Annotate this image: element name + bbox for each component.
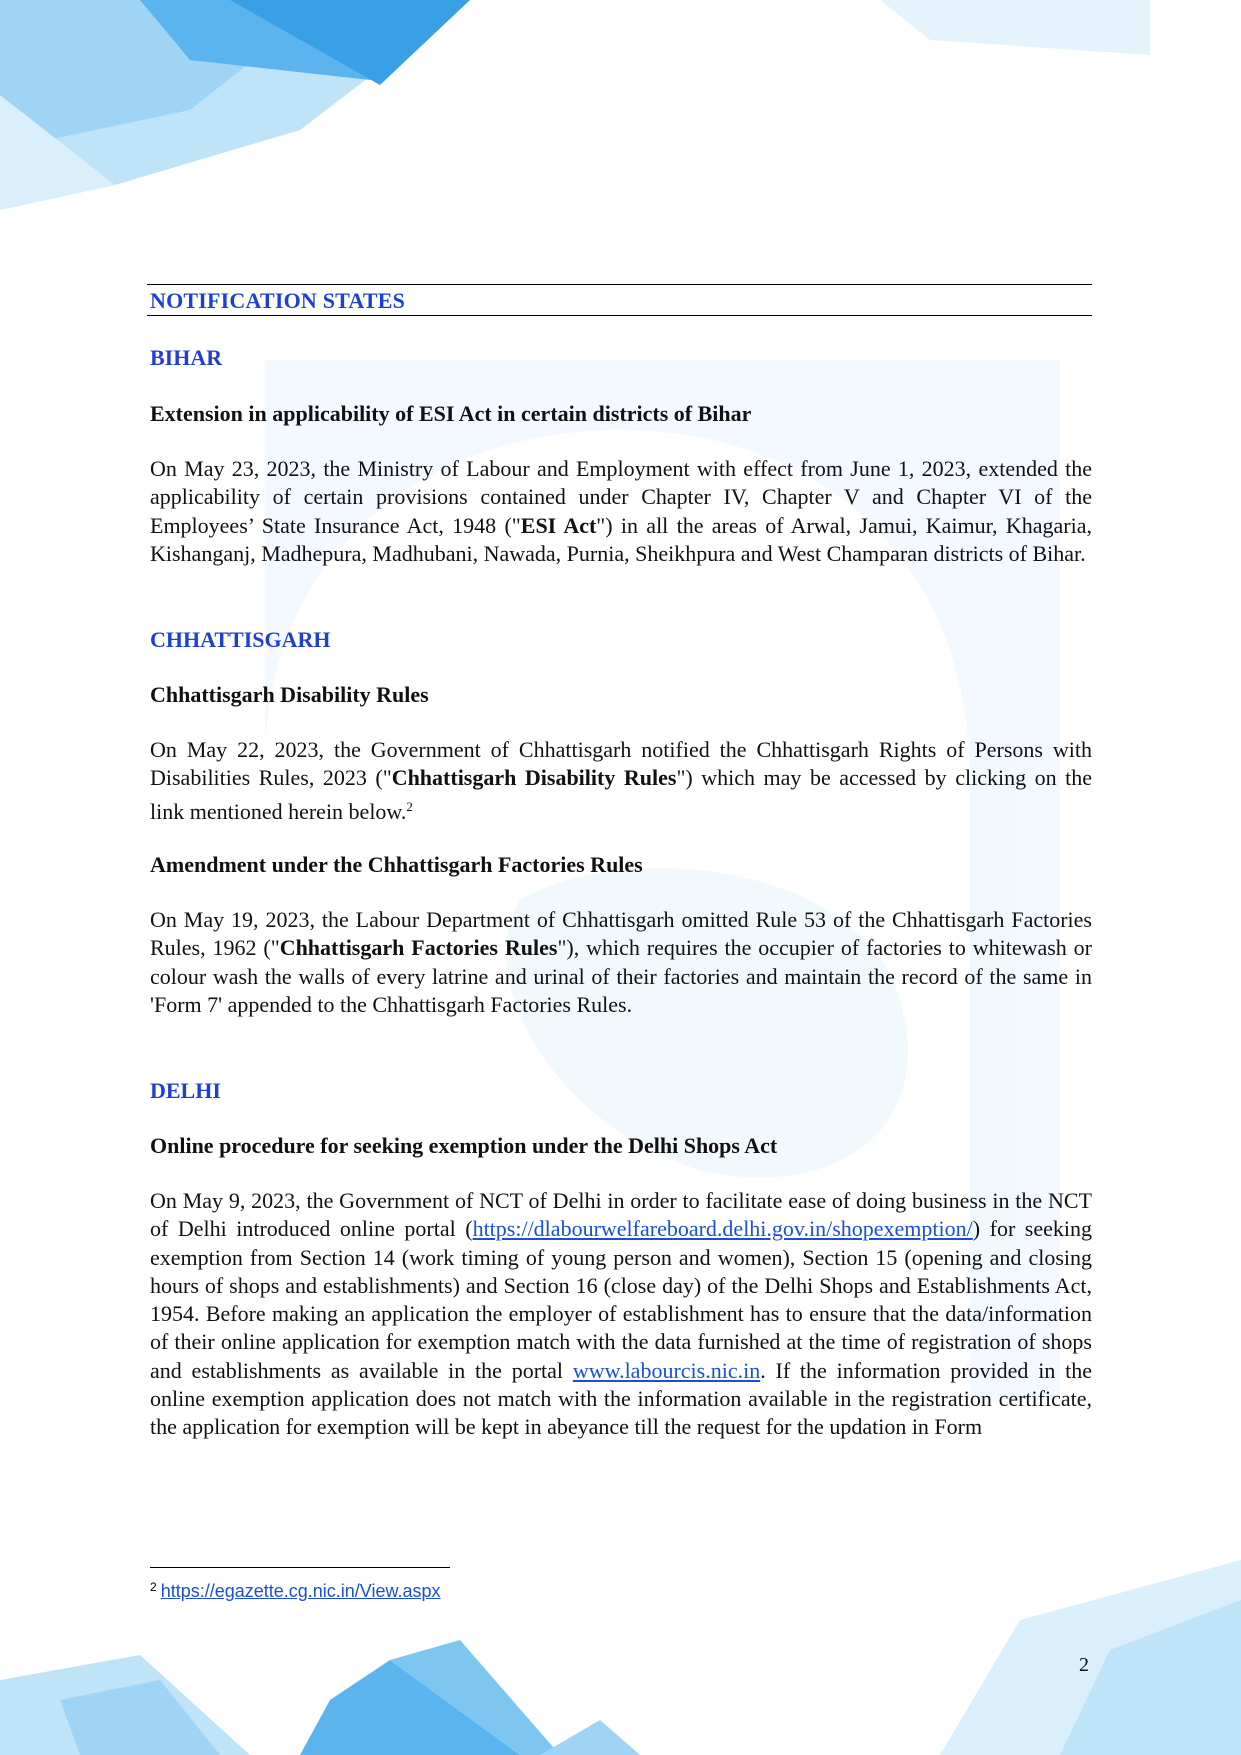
page-title: NOTIFICATION STATES [150,288,406,313]
delhi-paragraph: On May 9, 2023, the Government of NCT of Delhi in order to facilitate ease of doing business in the NCT of Delhi introduced online portal (https://dlabourwelfareboard.delhi.gov.in/shopexemption/) for seeking exemption from Section 14 (work timing of young person and women), Section 15 (opening and closing hours of shops and establishments) and Section 16 (close day) of the Delhi Shops and Establishments Act, 1954. Before making an application the employer of establishment has to ensure that the data/information of their online application for exemption match with the data furnished at the time of registration of shops and establishments as available in the portal www.labourcis.nic.in. If the information provided in the online exemption application does not match with the information available in the registration certificate, the application for exemption will be kept in abeyance till the request for the updation in Form [150,1188,1093,1440]
state-heading-bihar: BIHAR [150,345,223,370]
labourcis-portal-link[interactable]: www.labourcis.nic.in [572,1357,761,1383]
delhi-exemption-portal-link[interactable]: https://dlabourwelfareboard.delhi.gov.in/shopexemption/ [472,1216,973,1242]
chhattisgarh-disability-paragraph: On May 22, 2023, the Government of Chhattisgarh notified the Chhattisgarh Rights of Persons with Disabilities Rules, 2023 ("Chhattisgarh Disability Rules") which may be accessed by clicking on the link mentioned herein below.$^2$ [150,737,1092,824]
heading-bottom-rule [147,315,1092,316]
footnote-separator [150,1567,450,1568]
page-number: 2 [1079,1654,1089,1676]
chhattisgarh-subheading-factories: Amendment under the Chhattisgarh Factories Rules [150,852,643,877]
bihar-paragraph: On May 23, 2023, the Ministry of Labour and Employment with effect from June 1, 2023, extended the applicability of certain provisions contained under Chapter IV, Chapter V and Chapter VI of the Employees’ State Insurance Act, 1948 ("ESI Act") in all the areas of Arwal, Jamui, Kaimur, Khagaria, Kishanganj, Madhepura, Madhubani, Nawada, Purnia, Sheikhpura and West Champaran districts of Bihar. [150,456,1092,566]
top-decoration [0,0,1150,210]
chhattisgarh-factories-paragraph: On May 19, 2023, the Labour Department of Chhattisgarh omitted Rule 53 of the Chhattisgarh Factories Rules, 1962 ("Chhattisgarh Factories Rules"), which requires the occupier of factories to whitewash or colour wash the walls of every latrine and urinal of their factories and maintain the record of the same in 'Form 7' appended to the Chhattisgarh Factories Rules. [150,907,1093,1017]
footnote-link[interactable]: https://egazette.cg.nic.in/View.aspx [160,1581,441,1601]
footnote: $^2$ https://egazette.cg.nic.in/View.aspx [150,1580,441,1601]
state-heading-chhattisgarh: CHHATTISGARH [150,627,331,652]
footnote-reference[interactable]: 2 [406,798,413,814]
delhi-subheading: Online procedure for seeking exemption under the Delhi Shops Act [150,1133,778,1158]
bihar-subheading: Extension in applicability of ESI Act in certain districts of Bihar [150,401,752,426]
state-heading-delhi: DELHI [150,1078,221,1103]
heading-top-rule [147,284,1092,285]
chhattisgarh-subheading-disability: Chhattisgarh Disability Rules [150,682,429,707]
